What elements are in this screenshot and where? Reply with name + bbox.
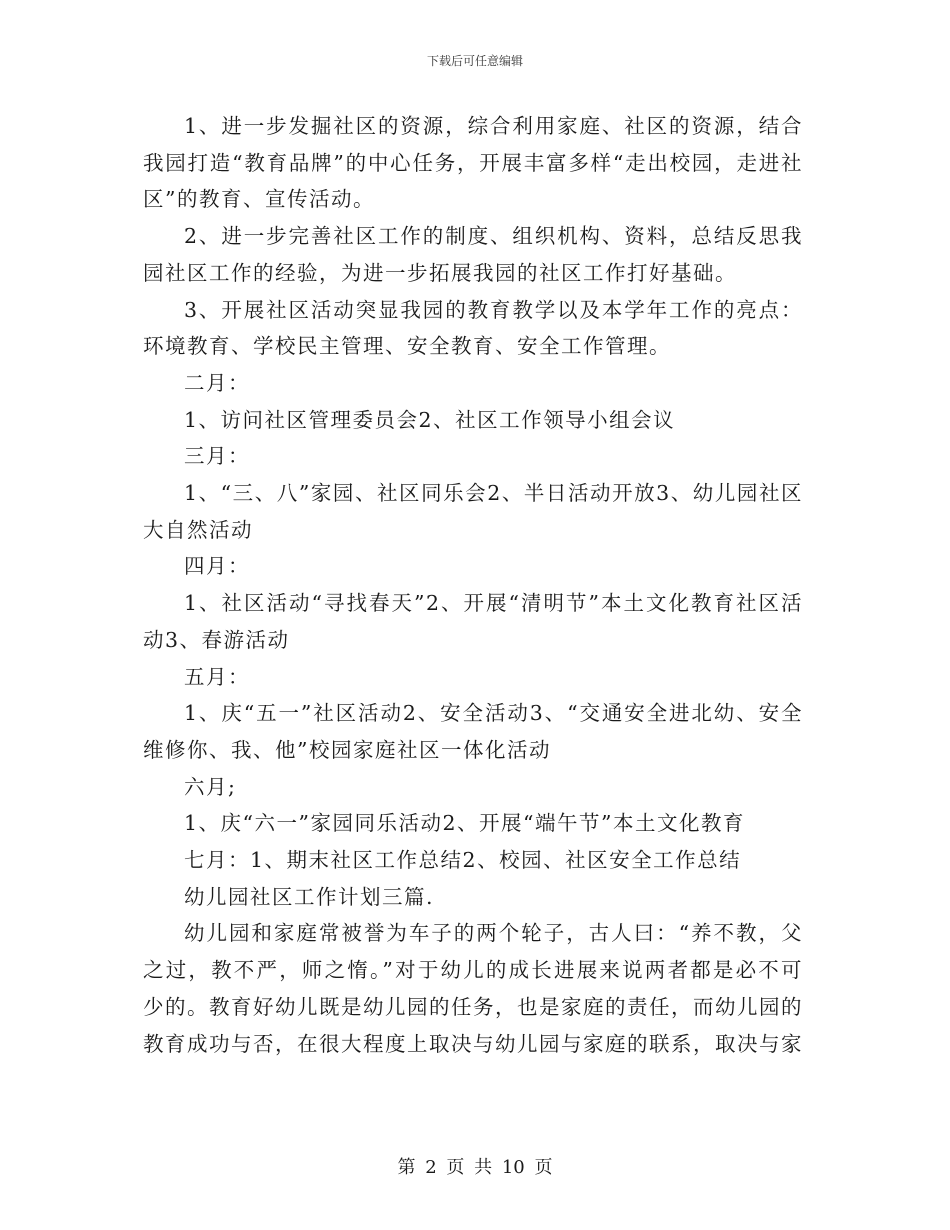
paragraph: 1、社区活动“寻找春天”2、开展“清明节”本土文化教育社区活动3、春游活动 [143,591,803,652]
page-number: 第 2 页 共 10 页 [397,1157,553,1178]
paragraph: 1、进一步发掘社区的资源，综合利用家庭、社区的资源，结合我园打造“教育品牌”的中心任务，开展丰富多样“走出校园，走进社区”的教育、宣传活动。 [143,114,803,212]
paragraph: 2、进一步完善社区工作的制度、组织机构、资料，总结反思我园社区工作的经验，为进一步拓展我园的社区工作打好基础。 [143,224,803,285]
month-heading: 六月; [184,774,237,799]
paragraph: 七月：1、期末社区工作总结2、校园、社区安全工作总结 [184,848,742,873]
document-body [143,108,803,1062]
month-heading: 四月： [184,554,250,579]
month-heading: 二月： [184,370,250,395]
paragraph: 1、庆“五一”社区活动2、安全活动3、“交通安全进北幼、安全维修你、我、他”校园家庭社区一体化活动 [143,701,803,762]
paragraph: 1、庆“六一”家园同乐活动2、开展“端午节”本土文化教育 [184,811,746,836]
paragraph: 1、访问社区管理委员会2、社区工作领导小组会议 [184,407,676,432]
month-heading: 三月： [184,444,250,469]
paragraph: 3、开展社区活动突显我园的教育教学以及本学年工作的亮点：环境教育、学校民主管理、安全教育、安全工作管理。 [143,297,803,359]
paragraph: 幼儿园和家庭常被誉为车子的两个轮子，古人曰：“养不教，父之过，教不严，师之惰。”对于幼儿的成长进展来说两者都是必不可少的。教育好幼儿既是幼儿园的任务，也是家庭的责任，而幼儿园的教育成功与否，在很大程度上取决与幼儿园与家庭的联系，取决与家 [143,921,803,1056]
month-heading: 五月： [184,664,250,689]
page-header: 下载后可任意编辑 [426,54,523,68]
paragraph: 1、“三、八”家园、社区同乐会2、半日活动开放3、幼儿园社区大自然活动 [143,481,803,542]
section-title: 幼儿园社区工作计划三篇. [184,884,435,909]
